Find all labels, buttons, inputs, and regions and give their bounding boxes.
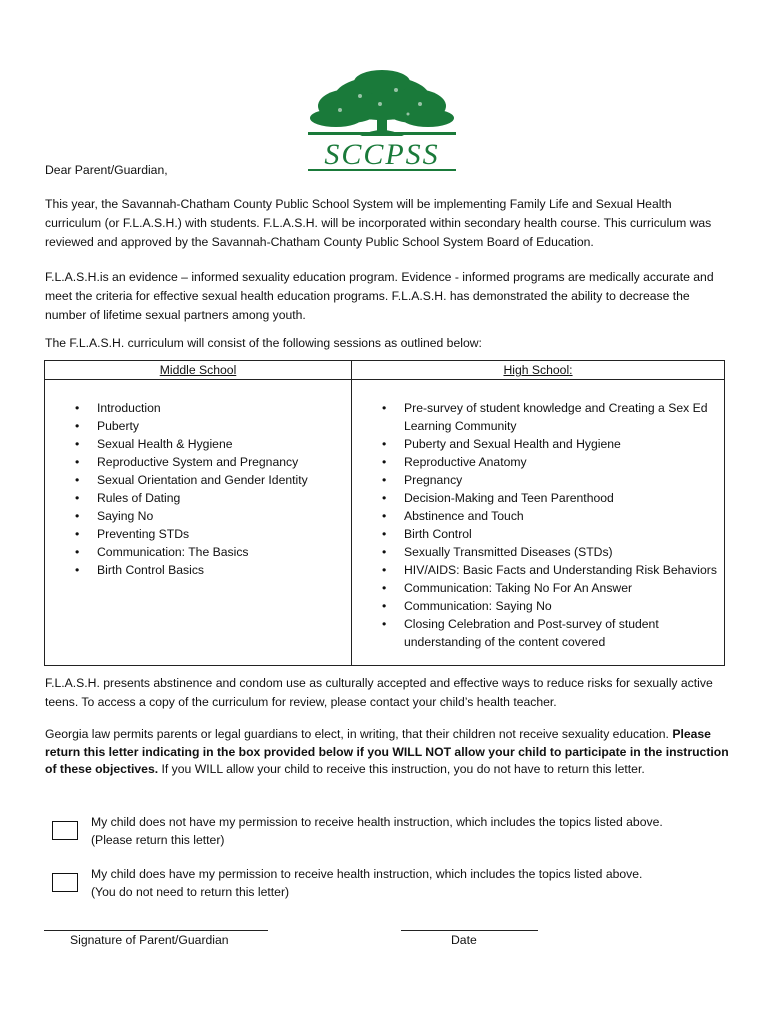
middle-school-topic: • Saying No — [45, 507, 351, 525]
middle-school-topic: • Puberty — [45, 417, 351, 435]
no-return-text: If you WILL allow your child to receive this instruction, you do not have to return this letter. — [158, 762, 645, 776]
middle-school-topic: • Rules of Dating — [45, 489, 351, 507]
middle-school-topic: • Sexual Orientation and Gender Identity — [45, 471, 351, 489]
no-permission-option — [91, 814, 663, 849]
signature-line[interactable] — [44, 930, 268, 931]
middle-school-topic: • Preventing STDs — [45, 525, 351, 543]
signature-label: Signature of Parent/Guardian — [70, 933, 229, 947]
middle-school-topic: • Sexual Health & Hygiene — [45, 435, 351, 453]
high-school-topics — [352, 399, 724, 651]
high-school-topic: • Birth Control — [352, 525, 724, 543]
georgia-law-paragraph — [45, 726, 731, 779]
middle-school-column — [45, 380, 352, 666]
permission-text: My child does have my permission to receive health instruction, which includes the topics listed above. — [91, 867, 643, 881]
middle-school-topic: • Introduction — [45, 399, 351, 417]
high-school-topic: • HIV/AIDS: Basic Facts and Understanding Risk Behaviors — [352, 561, 724, 579]
permission-note: (You do not need to return this letter) — [91, 884, 290, 899]
permission-option — [91, 866, 642, 901]
high-school-topic: • Closing Celebration and Post-survey of student understanding of the content covered — [352, 615, 724, 651]
middle-school-topic: • Reproductive System and Pregnancy — [45, 453, 351, 471]
high-school-topic: • Pregnancy — [352, 471, 724, 489]
sessions-table — [44, 360, 725, 666]
high-school-topic: • Communication: Taking No For An Answer — [352, 579, 724, 597]
date-line[interactable] — [401, 930, 538, 931]
no-permission-checkbox[interactable] — [52, 821, 78, 840]
high-school-topic: • Abstinence and Touch — [352, 507, 724, 525]
middle-school-topic: • Birth Control Basics — [45, 561, 351, 579]
high-school-topic: • Pre-survey of student knowledge and Creating a Sex Ed Learning Community — [352, 399, 724, 435]
middle-school-topic: • Communication: The Basics — [45, 543, 351, 561]
high-school-topic: • Reproductive Anatomy — [352, 453, 724, 471]
greeting: Dear Parent/Guardian, — [45, 163, 168, 177]
high-school-topic: • Sexually Transmitted Diseases (STDs) — [352, 543, 724, 561]
law-text: Georgia law permits parents or legal guardians to elect, in writing, that their children not receive sexuality education. — [45, 727, 673, 741]
high-school-topic: • Decision-Making and Teen Parenthood — [352, 489, 724, 507]
date-label: Date — [451, 933, 477, 947]
no-permission-text: My child does not have my permission to receive health instruction, which includes the topics listed above. — [91, 815, 663, 829]
middle-school-topics — [45, 399, 351, 579]
middle-school-header: Middle School — [45, 361, 352, 380]
high-school-topic: • Communication: Saying No — [352, 597, 724, 615]
high-school-topic: • Puberty and Sexual Health and Hygiene — [352, 435, 724, 453]
return-instruction: Please return this letter indicating in the box provided below if you WILL NOT allow your child to participate in the instruction of these objectives. — [45, 727, 729, 776]
intro-paragraph: This year, the Savannah-Chatham County Public School System will be implementing Family Life and Sexual Health curriculum (or F.L.A.S.H.) with students. F.L.A.S.H. will be incorporated within secondary health course. This curriculum was reviewed and approved by the Savannah-Chatham County Public School System Board of Education. — [45, 197, 712, 249]
curriculum-intro: The F.L.A.S.H. curriculum will consist of the following sessions as outlined below: — [45, 336, 482, 350]
abstinence-paragraph: F.L.A.S.H. presents abstinence and condom use as culturally accepted and effective ways to reduce risks for sexually active teens. To access a copy of the curriculum for review, please contact your child’s health teacher. — [45, 676, 713, 709]
program-paragraph: F.L.A.S.H.is an evidence – informed sexuality education program. Evidence - informed programs are medically accurate and meet the criteria for effective sexual health education programs. F.L.A.S.H. has demonstrated the ability to decrease the number of lifetime sexual partners among youth. — [45, 270, 714, 322]
no-permission-note: (Please return this letter) — [91, 832, 225, 847]
sccpss-logo — [300, 68, 464, 172]
logo-text: SCCPSS — [324, 138, 440, 171]
permission-checkbox[interactable] — [52, 873, 78, 892]
high-school-header: High School: — [352, 361, 725, 380]
high-school-column — [352, 380, 725, 666]
